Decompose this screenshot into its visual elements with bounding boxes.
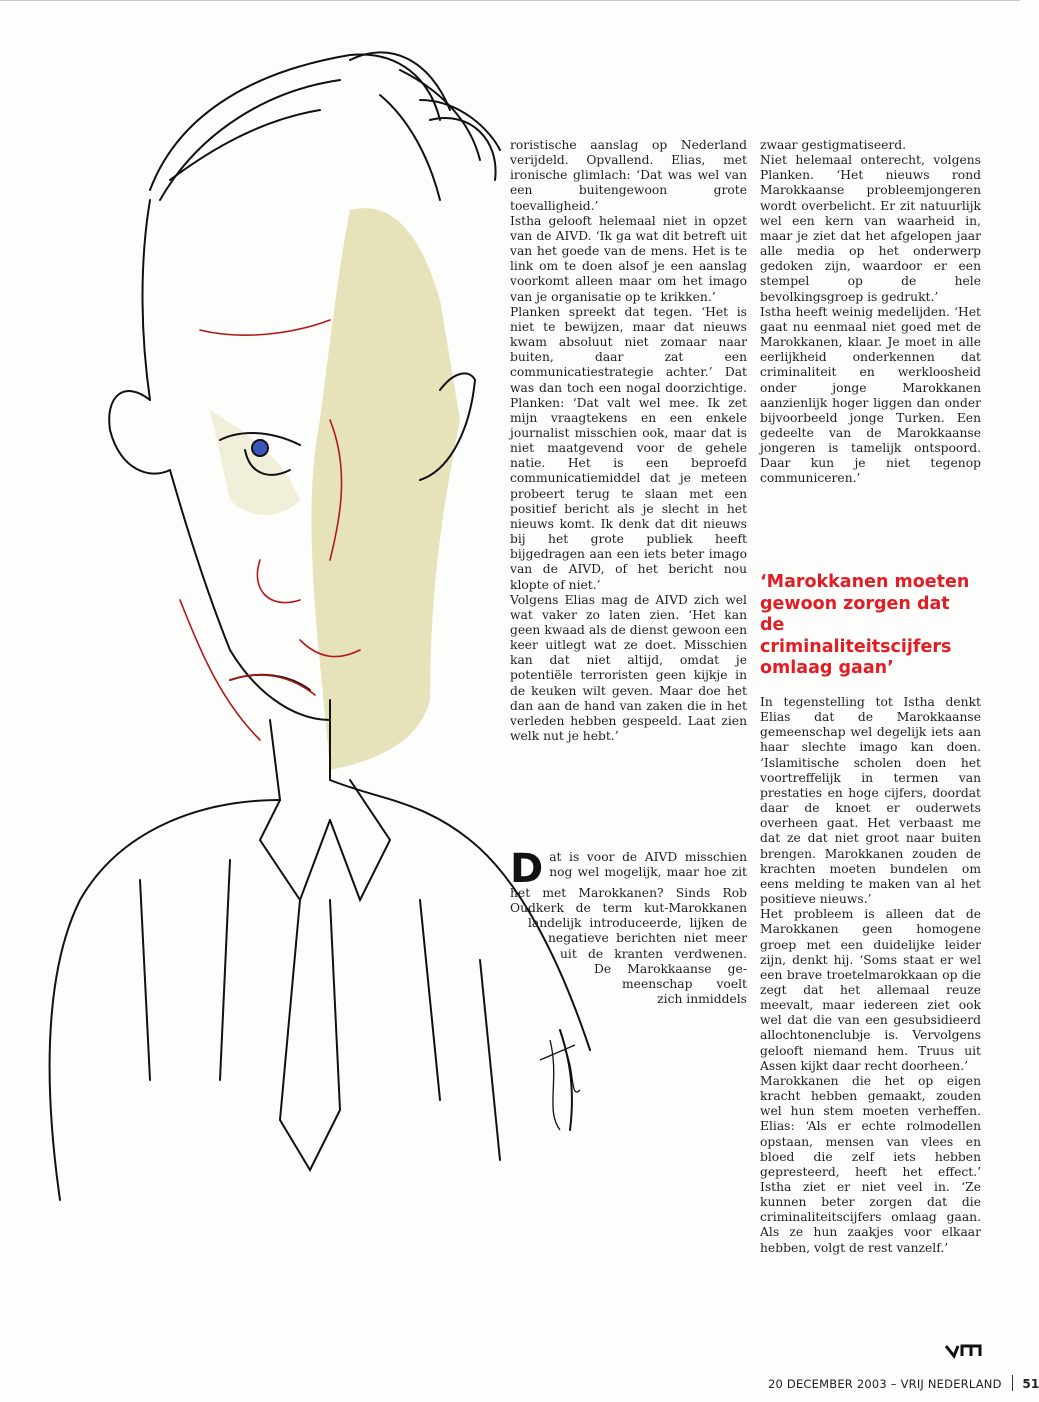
text-line: zich inmiddels bbox=[657, 992, 747, 1007]
paragraph: Istha gelooft helemaal niet in opzet van de AIVD. ‘Ik ga wat dit betreft uit van het goede van de mens. Het is te link om te doen alsof je een aanslag voorkomt alleen maar om het imago van je organisatie op te krikken.’ bbox=[510, 213, 747, 304]
page-footer bbox=[768, 1375, 1039, 1391]
text-line: het met Marokkanen? Sinds Rob bbox=[510, 886, 747, 900]
column-1-lower bbox=[510, 846, 747, 1007]
paragraph: In tegenstelling tot Istha denkt Elias dat de Marokkaanse gemeenschap wel degelijk iets aan haar slechte imago kan doen. ‘Islamitische scholen doen het voortreffelijk in termen van prestaties en hoge cijfers, doordat daar de knoet er ouderwets overheen gaat. Het verbaast me dat ze dat niet groot naar buiten brengen. Marokkanen zouden de krachten moeten bundelen om eens melding te maken van al het positieve nieuws.’ bbox=[760, 695, 981, 907]
drop-cap: D bbox=[510, 846, 544, 892]
text-line: meenschap voelt bbox=[622, 976, 747, 991]
text-line: Oudkerk de term kut-Marokkanen bbox=[510, 901, 747, 916]
signature bbox=[540, 1040, 580, 1130]
column-2 bbox=[760, 138, 981, 487]
text-line: negatieve berichten niet meer bbox=[548, 931, 747, 946]
paragraph: Planken spreekt dat tegen. ‘Het is niet te bewijzen, maar dat nieuws kwam absoluut niet zomaar naar buiten, daar zat een communicatiestrategie achter.’ Dat was dan toch een nogal doorzichtige. Planken: ‘Dat valt wel mee. Ik zet mijn vraagtekens en een enkele journalist misschien ook, maar dat is niet maatgevend voor de gehele natie. Het is een beproefd communicatiemiddel dat je meteen probeert terug te slaan met een positief bericht als je slecht in het nieuws komt. Ik denk dat dit nieuws bij het grote publiek heeft bijgedragen aan een iets beter imago van de AIVD, of het bericht nou klopte of niet.’ bbox=[510, 304, 747, 592]
column-1 bbox=[510, 138, 747, 744]
paragraph: Istha heeft weinig medelijden. ‘Het gaat nu eenmaal niet goed met de Marokkanen, klaar. Je moet in alle eerlijkheid onderkennen dat criminaliteit en werkloosheid onder jonge Marokkanen aanzienlijk hoger liggen dan onder bijvoorbeeld jonge Turken. Een gedeelte van de Marokkaanse jongeren is tamelijk ontspoord. Daar kun je niet tegenop communiceren.’ bbox=[760, 304, 981, 486]
yellow-wash bbox=[210, 208, 460, 770]
paragraph: Niet helemaal onterecht, volgens Planken. ‘Het nieuws rond Marokkaanse probleemjongeren wordt overbelicht. Er zit natuurlijk wel een kern van waarheid in, maar je ziet dat het afgelopen jaar alle media op het onderwerp gedoken zijn, waardoor er een stempel op de hele bevolkingsgroep is gedrukt.’ bbox=[760, 153, 981, 304]
paragraph: roristische aanslag op Nederland verijdeld. Opvallend. Elias, met ironische glimlach: ‘Dat was wel van een buitengewoon grote toevalligheid.’ bbox=[510, 138, 747, 213]
footer-divider bbox=[1012, 1375, 1013, 1391]
column-3 bbox=[760, 695, 981, 1256]
text-line: landelijk introduceerde, lijken de bbox=[528, 916, 747, 931]
text-line: De Marokkaanse ge- bbox=[594, 961, 747, 976]
pull-quote: ‘Marokkanen moeten gewoon zorgen dat de criminaliteitscijfers omlaag gaan’ bbox=[760, 572, 970, 678]
magazine-name: VRIJ NEDERLAND bbox=[900, 1377, 1002, 1391]
issue-date: 20 DECEMBER 2003 bbox=[768, 1377, 887, 1391]
paragraph: Het probleem is alleen dat de Marokkanen geen homogene groep met een duidelijke leider zijn, denkt hij. ‘Soms staat er wel een brave troetelmarokkaan op die zegt dat het allemaal reuze meevalt, maar iedereen ziet ook wel dat die van een gesubsidieerd allochtonenclubje is. Vervolgens gelooft niemand hem. Truus uit Assen kijkt daar recht doorheen.’ bbox=[760, 907, 981, 1073]
text-line: nog wel mogelijk, maar hoe zit bbox=[549, 865, 747, 880]
footer-dash: – bbox=[890, 1377, 897, 1391]
paragraph: Marokkanen die het op eigen kracht hebben gemaakt, zouden wel hun stem moeten verheffen. Elias: ‘Als er echte rolmodellen opstaan, mensen van vlees en bloed die zelf iets hebben gepresteerd, heeft het effect.’ Istha ziet er niet veel in. ‘Ze kunnen beter zorgen dat die criminaliteitscijfers omlaag gaan. Als ze hun zaakjes voor elkaar hebben, volgt de rest vanzelf.’ bbox=[760, 1073, 981, 1255]
end-mark-icon bbox=[944, 1344, 982, 1358]
page-number: 51 bbox=[1022, 1377, 1039, 1391]
paragraph: Volgens Elias mag de AIVD zich wel wat vaker zo laten zien. ‘Het kan geen kwaad als de dienst gewoon een keer uitlegt wat ze doet. Misschien kan dat niet altijd, omdat je potentiële terroristen geen kijkje in de keuken wilt geven. Maar doe het dan aan de hand van zaken die in het verleden hebben gespeeld. Laat zien welk nut je hebt.’ bbox=[510, 592, 747, 744]
text-line: uit de kranten verdwenen. bbox=[560, 946, 747, 961]
text-line: at is voor de AIVD misschien bbox=[549, 850, 747, 864]
paragraph: zwaar gestigmatiseerd. bbox=[760, 138, 907, 152]
